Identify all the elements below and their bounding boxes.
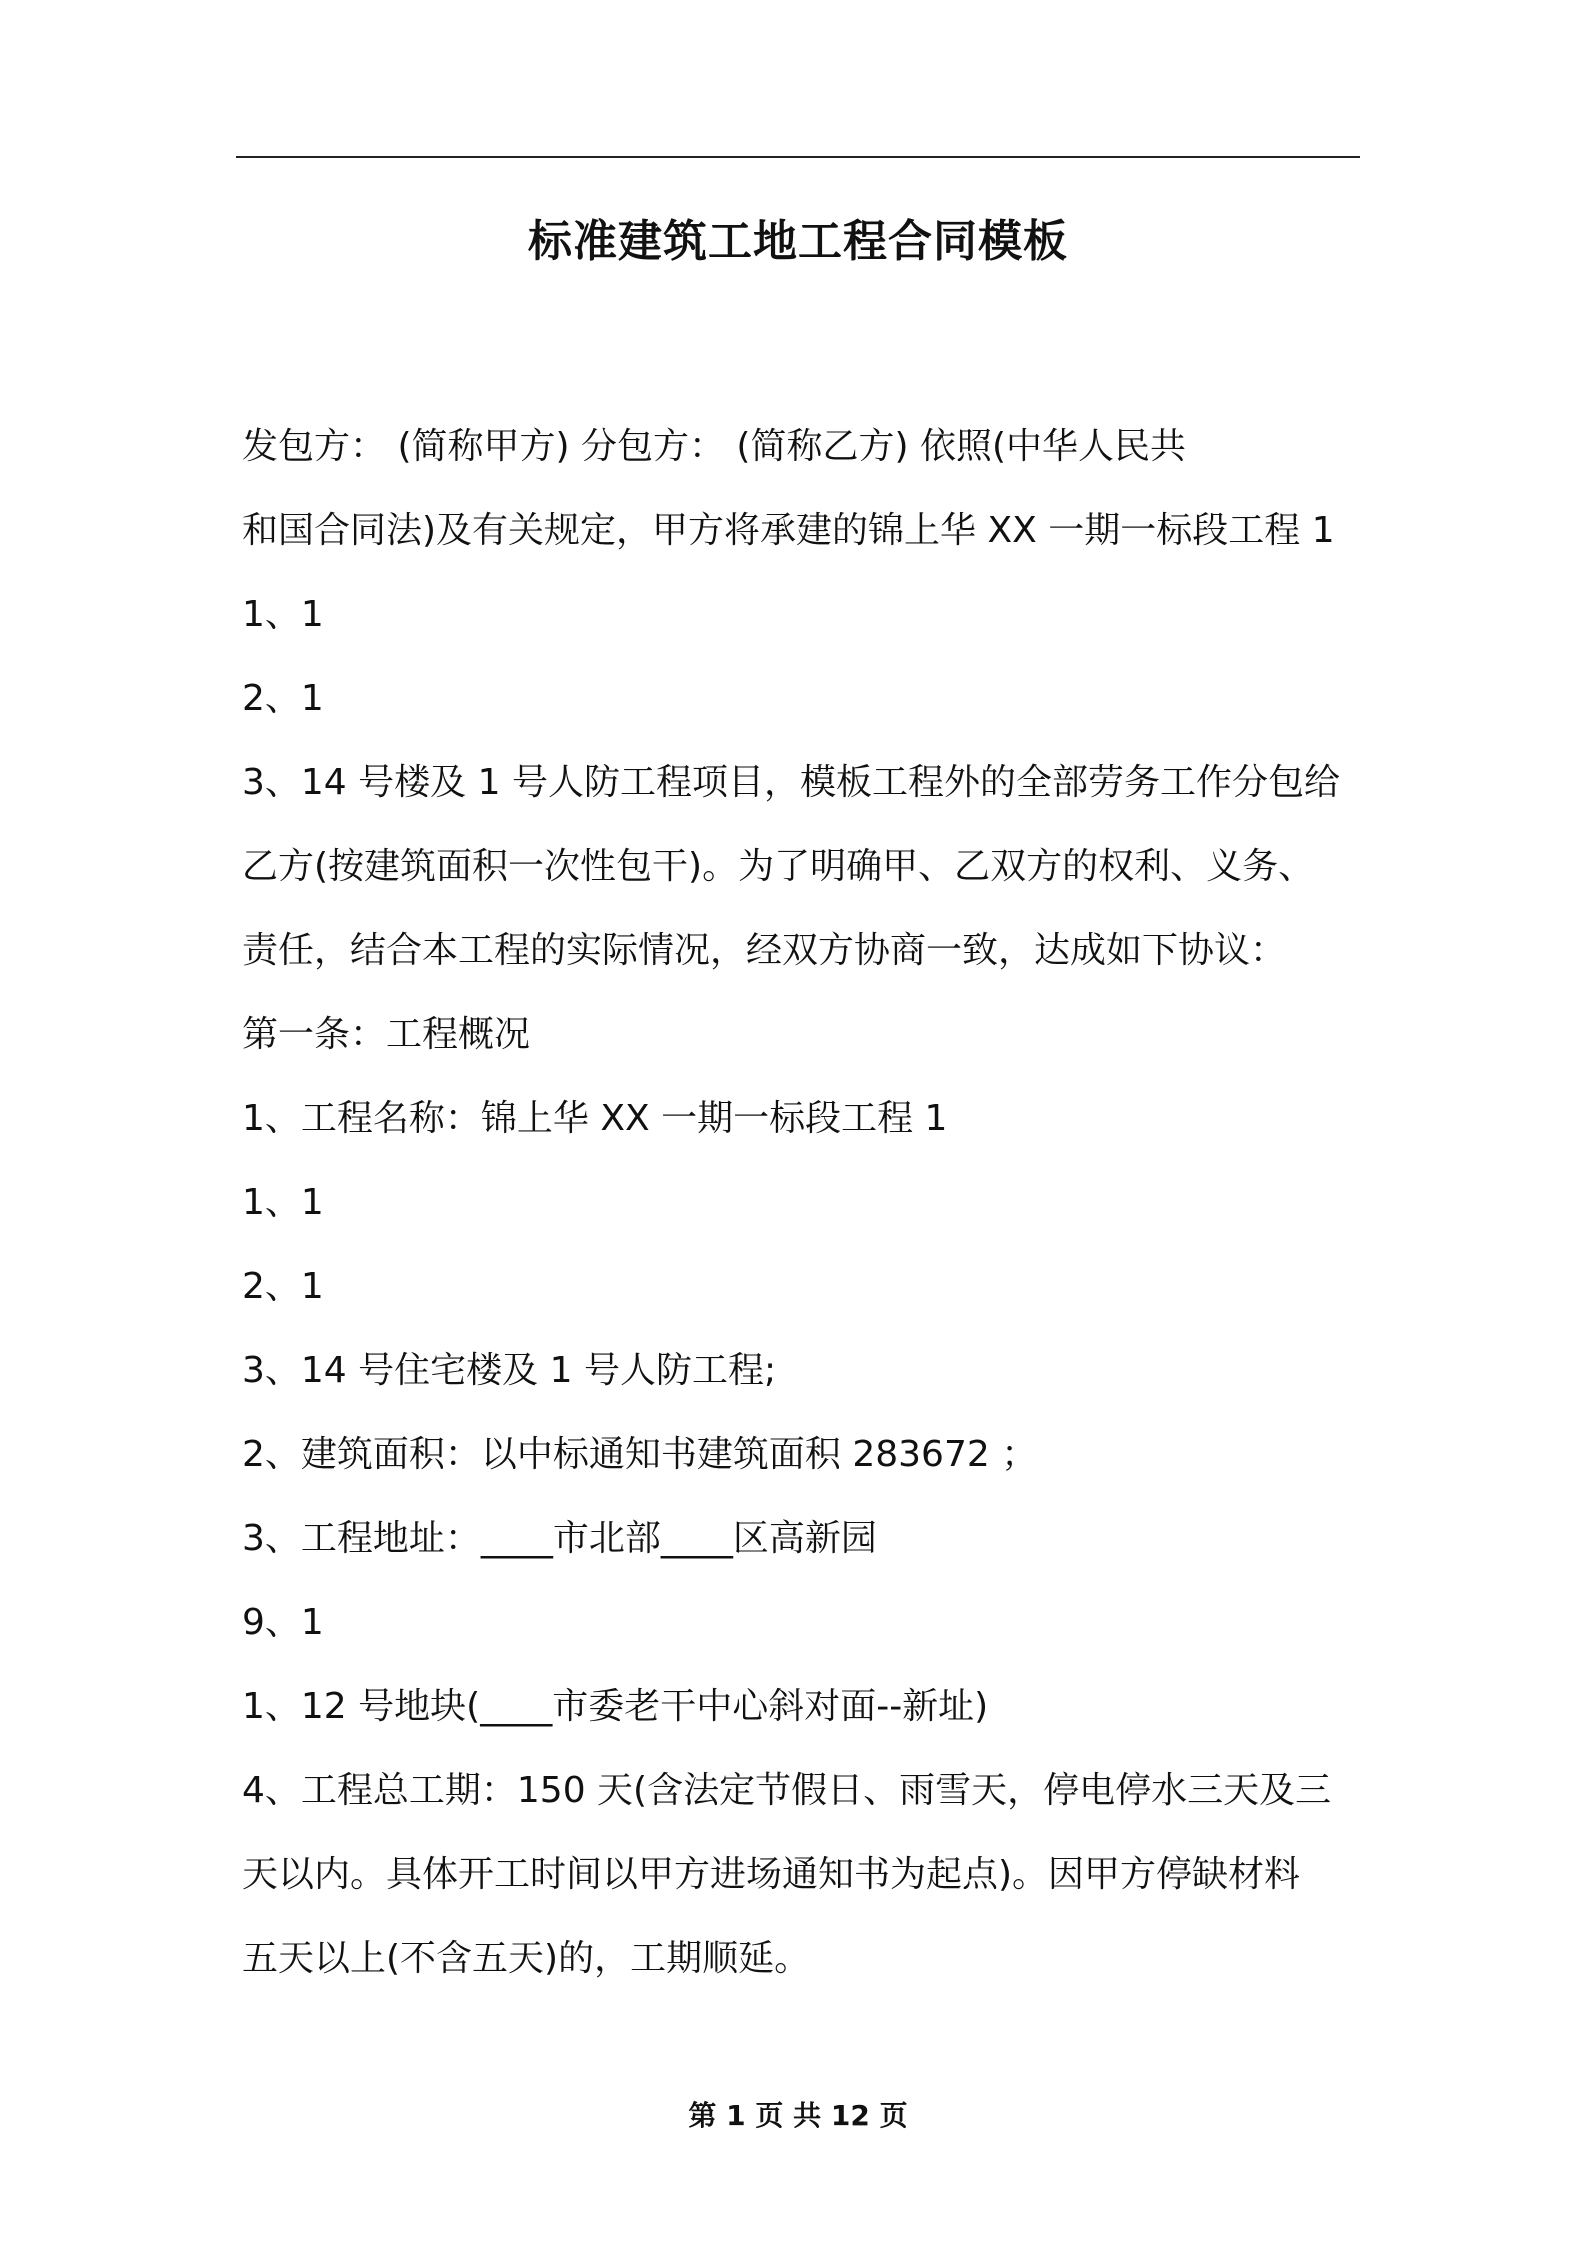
body-line: 1、12 号地块(____市委老干中心斜对面--新址) [242, 1686, 989, 1727]
body-line: 3、14 号楼及 1 号人防工程项目，模板工程外的全部劳务工作分包给 [242, 762, 1340, 803]
body-line: 1、1 [242, 594, 324, 635]
body-line: 五天以上(不含五天)的，工期顺延。 [242, 1938, 811, 1979]
document-body [242, 405, 1366, 2001]
body-line: 2、1 [242, 1266, 324, 1307]
header-rule [236, 156, 1360, 158]
body-line: 2、建筑面积：以中标通知书建筑面积 283672 ； [242, 1434, 1038, 1475]
body-line: 天以内。具体开工时间以甲方进场通知书为起点)。因甲方停缺材料 [242, 1854, 1301, 1895]
body-line: 1、1 [242, 1182, 324, 1223]
section-heading: 第一条：工程概况 [242, 1014, 531, 1055]
body-line: 9、1 [242, 1602, 324, 1643]
body-line: 3、14 号住宅楼及 1 号人防工程; [242, 1350, 777, 1391]
body-line: 4、工程总工期：150 天(含法定节假日、雨雪天，停电停水三天及三 [242, 1770, 1332, 1811]
body-line: 2、1 [242, 678, 324, 719]
body-line: 责任，结合本工程的实际情况，经双方协商一致，达成如下协议： [242, 930, 1287, 971]
body-line: 3、工程地址：____市北部____区高新园 [242, 1518, 877, 1559]
body-line: 1、工程名称：锦上华 XX 一期一标段工程 1 [242, 1098, 948, 1139]
body-line: 发包方： (简称甲方) 分包方： (简称乙方) 依照(中华人民共 [242, 426, 1186, 467]
document-title: 标准建筑工地工程合同模板 [528, 216, 1068, 267]
body-line: 和国合同法)及有关规定，甲方将承建的锦上华 XX 一期一标段工程 1 [242, 510, 1335, 551]
body-line: 乙方(按建筑面积一次性包干)。为了明确甲、乙双方的权利、义务、 [242, 846, 1315, 887]
page-number-footer: 第 1 页 共 12 页 [688, 2099, 908, 2132]
